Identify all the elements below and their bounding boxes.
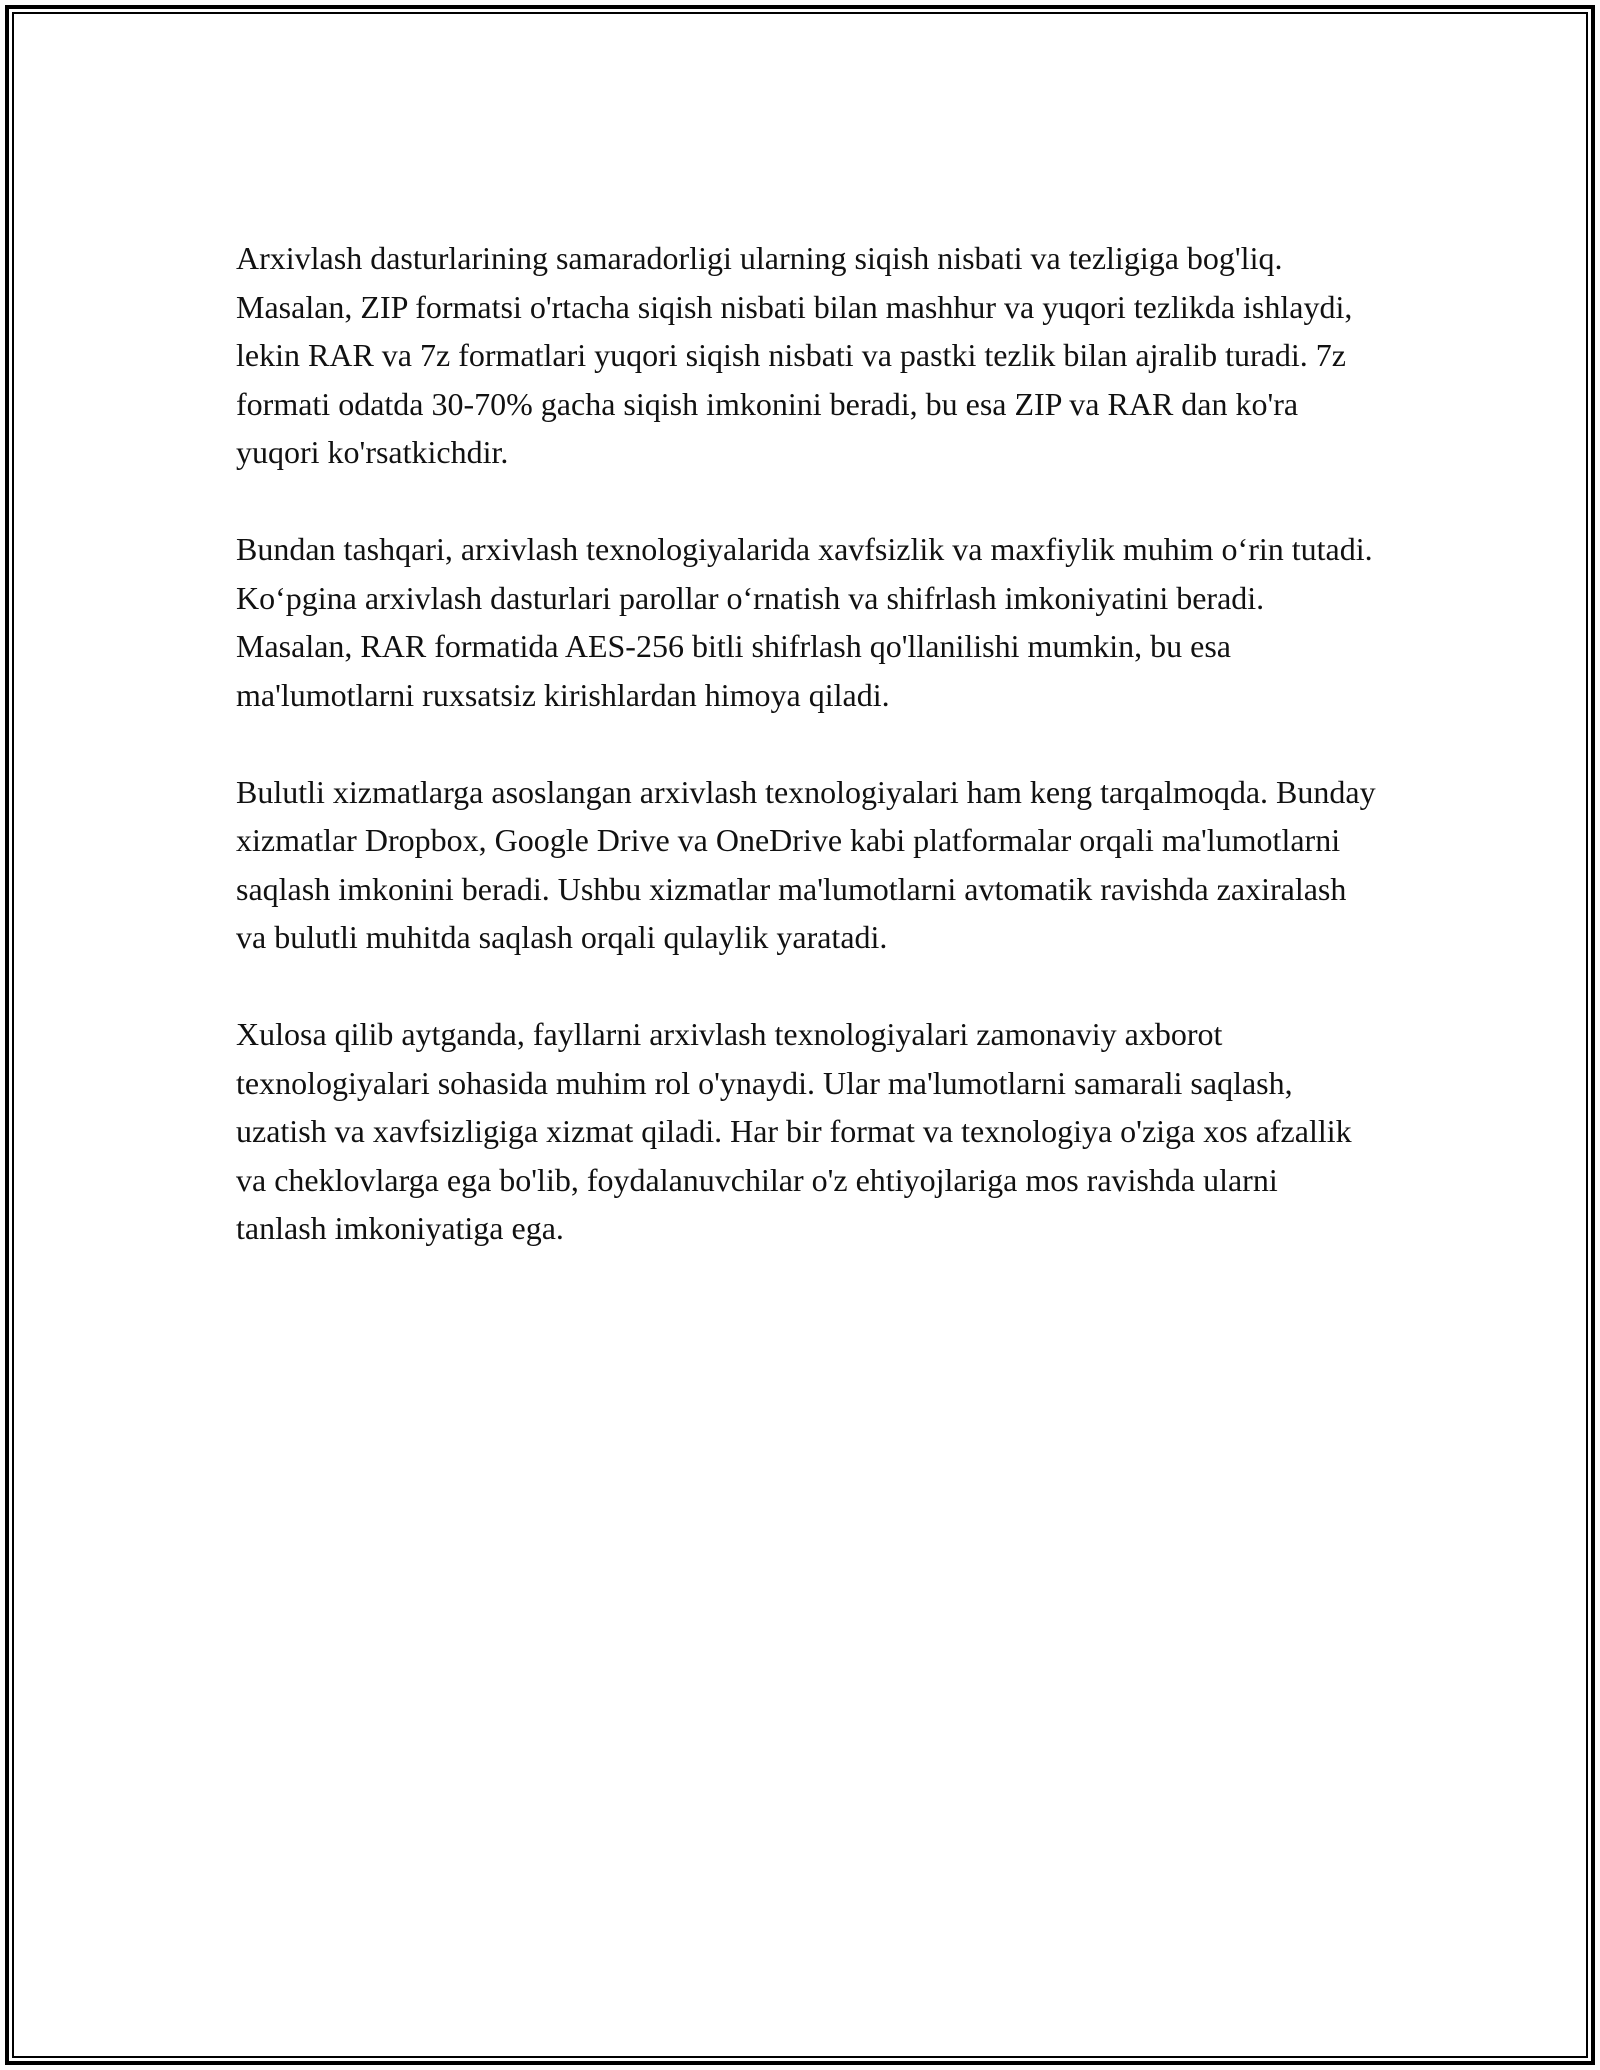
paragraph-3: Bulutli xizmatlarga asoslangan arxivlash texnologiyalari ham keng tarqalmoqda. Bunday xizmatlar Dropbox, Google Drive va OneDrive kabi platformalar orqali ma'lumotlarni saqlash imkonini beradi. Ushbu xizmatlar ma'lumotlarni avtomatik ravishda zaxiralash va bulutli muhitda saqlash orqali qulaylik yaratadi. [236,773,1376,955]
document-body [236,234,1376,1301]
paragraph-2: Bundan tashqari, arxivlash texnologiyalarida xavfsizlik va maxfiylik muhim o‘rin tutadi. Ko‘pgina arxivlash dasturlari parollar o‘rnatish va shifrlash imkoniyatini beradi. Masalan, RAR formatida AES-256 bitli shifrlash qo'llanilishi mumkin, bu esa ma'lumotlarni ruxsatsiz kirishlardan himoya qiladi. [236,531,1373,713]
paragraph-1: Arxivlash dasturlarining samaradorligi ularning siqish nisbati va tezligiga bog'liq. Masalan, ZIP formatsi o'rtacha siqish nisbati bilan mashhur va yuqori tezlikda ishlaydi, lekin RAR va 7z formatlari yuqori siqish nisbati va pastki tezlik bilan ajralib turadi. 7z formati odatda 30-70% gacha siqish imkonini beradi, bu esa ZIP va RAR dan ko'ra yuqori ko'rsatkichdir. [236,240,1353,470]
paragraph-4: Xulosa qilib aytganda, fayllarni arxivlash texnologiyalari zamonaviy axborot texnologiyalari sohasida muhim rol o'ynaydi. Ular ma'lumotlarni samarali saqlash, uzatish va xavfsizligiga xizmat qiladi. Har bir format va texnologiya o'ziga xos afzallik va cheklovlarga ega bo'lib, foydalanuvchilar o'z ehtiyojlariga mos ravishda ularni tanlash imkoniyatiga ega. [236,1016,1352,1246]
